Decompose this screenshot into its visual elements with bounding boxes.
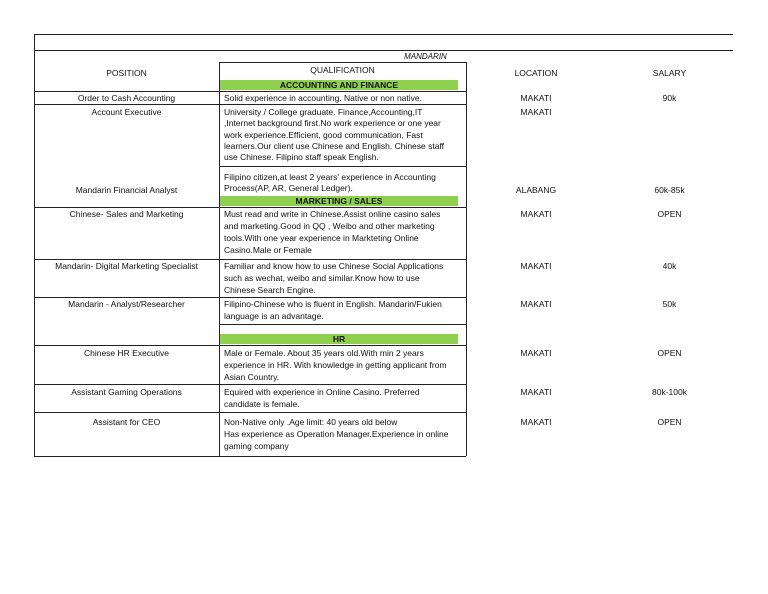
row-position: Chinese- Sales and Marketing xyxy=(69,209,184,219)
row-location: MAKATI xyxy=(520,107,552,117)
row-location: MAKATI xyxy=(520,348,552,358)
row-qualification-line: Solid experience in accounting. Native or non native. xyxy=(224,93,422,103)
row-qualification-line: experience in HR. With knowledge in getting applicant from xyxy=(224,360,447,370)
section-marketing: MARKETING / SALES xyxy=(220,196,458,206)
row-location: MAKATI xyxy=(520,209,552,219)
row-divider xyxy=(34,297,466,298)
table-top-border xyxy=(34,34,733,35)
row-qualification-line: gaming company xyxy=(224,441,289,451)
row-qualification-line: Familiar and know how to use Chinese Social Applications xyxy=(224,261,444,271)
section-accounting: ACCOUNTING AND FINANCE xyxy=(220,80,458,90)
row-qualification-line: Process(AP, AR, General Ledger). xyxy=(224,183,353,193)
row-qualification-line: ,Internet background first.No work experience or one year xyxy=(224,118,441,128)
row-qualification-line: University / College graduate. Finance,Accounting,IT xyxy=(224,107,423,117)
row-divider xyxy=(34,384,466,385)
row-salary: 90k xyxy=(662,93,677,103)
row-qualification-line: Non-Native only .Age limit: 40 years old below xyxy=(224,417,398,427)
row-qualification-line: Filipino citizen,at least 2 years' experience in Accounting xyxy=(224,172,436,182)
row-qualification-line: Male or Female. About 35 years old.With min 2 years xyxy=(224,348,424,358)
row-divider xyxy=(34,91,466,92)
row-qualification-line: language is an advantage. xyxy=(224,311,324,321)
row-location: MAKATI xyxy=(520,261,552,271)
row-qualification-line: tools.With one year experience in Markteting Online xyxy=(224,233,419,243)
row-location: ALABANG xyxy=(515,185,557,195)
row-position: Account Executive xyxy=(91,107,162,117)
row-divider xyxy=(34,207,466,208)
row-position: Order to Cash Accounting xyxy=(77,93,176,103)
section-hr: HR xyxy=(220,334,458,344)
row-position: Mandarin- Digital Marketing Specialist xyxy=(55,261,198,271)
table-divider xyxy=(34,50,733,51)
row-salary: 50k xyxy=(662,299,677,309)
header-position: POSITION xyxy=(106,68,147,78)
header-qualification: QUALIFICATION xyxy=(310,65,375,75)
row-divider xyxy=(34,104,466,105)
row-position: Mandarin Financial Analyst xyxy=(75,185,178,195)
row-position: Mandarin - Analyst/Researcher xyxy=(68,299,185,309)
row-qualification-line: such as wechat, weibo and similar.Know how to use xyxy=(224,273,420,283)
header-salary: SALARY xyxy=(652,68,687,78)
row-qualification-line: and marketing.Good in QQ , Weibo and other marketing xyxy=(224,221,435,231)
row-qualification-line: use Chinese. Filipino staff speak English. xyxy=(224,152,379,162)
row-salary: OPEN xyxy=(657,348,682,358)
row-location: MAKATI xyxy=(520,417,552,427)
row-salary: OPEN xyxy=(657,417,682,427)
row-qualification-line: learners.Our client use Chinese and English. Chinese staff xyxy=(224,141,445,151)
row-divider xyxy=(34,259,466,260)
row-position: Assistant for CEO xyxy=(92,417,161,427)
row-salary: OPEN xyxy=(657,209,682,219)
row-qualification-line: work experience.Efficient, good communication, Fast xyxy=(224,130,423,140)
row-location: MAKATI xyxy=(520,299,552,309)
row-location: MAKATI xyxy=(520,93,552,103)
row-divider xyxy=(34,345,466,346)
row-qualification-line: Chinese Search Engine. xyxy=(224,285,316,295)
row-qualification-line: Has experience as Operation Manager.Experience in online xyxy=(224,429,449,439)
row-qualification-line: Asian Country. xyxy=(224,372,280,382)
row-qualification-line: Equired with experience in Online Casino. Preferred xyxy=(224,387,420,397)
table-title: MANDARIN xyxy=(404,52,447,61)
row-qualification-line: candidate is female. xyxy=(224,399,300,409)
row-salary: 80k-100k xyxy=(652,387,687,397)
header-location: LOCATION xyxy=(514,68,558,78)
row-location: MAKATI xyxy=(520,387,552,397)
row-position: Chinese HR Executive xyxy=(83,348,170,358)
table-bottom-border xyxy=(34,456,466,457)
title-underline xyxy=(219,62,466,63)
row-qualification-line: Casino.Male or Female xyxy=(224,245,312,255)
row-divider xyxy=(219,166,466,167)
row-divider xyxy=(34,412,466,413)
row-salary: 60k-85k xyxy=(654,185,685,195)
row-salary: 40k xyxy=(662,261,677,271)
row-qualification-line: Filipino-Chinese who is fluent in English. Mandarin/Fukien xyxy=(224,299,442,309)
row-position: Assistant Gaming Operations xyxy=(71,387,182,397)
row-qualification-line: Must read and write in Chinese.Assist online casino sales xyxy=(224,209,441,219)
row-divider xyxy=(219,324,466,325)
